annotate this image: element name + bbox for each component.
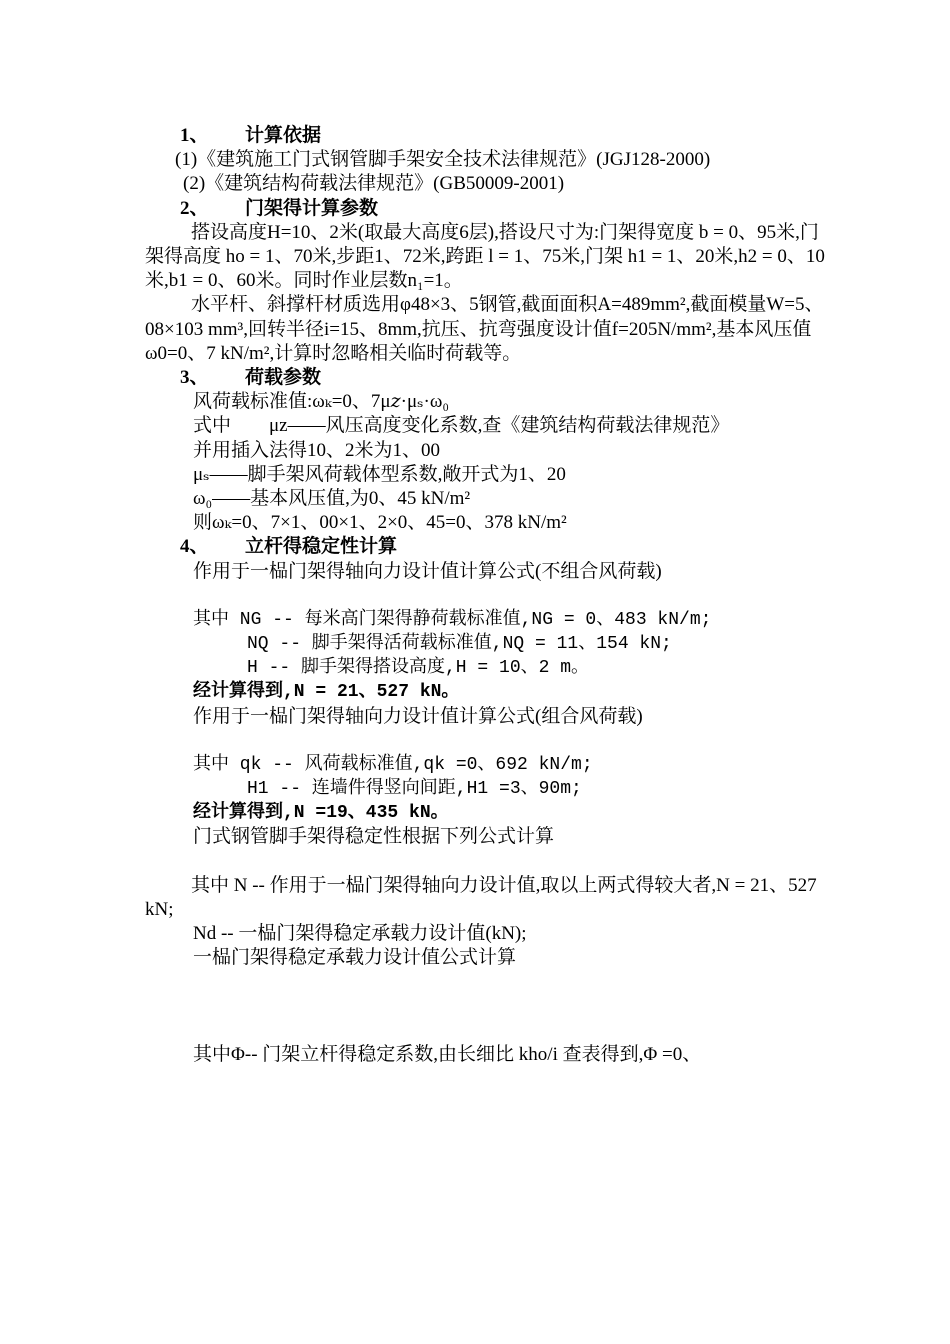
section-title: 立杆得稳定性计算 bbox=[245, 536, 398, 558]
shape-coefficient-line: μₛ——脚手架风荷载体型系数,敞开式为1、20 bbox=[193, 463, 566, 485]
formula-space bbox=[145, 729, 825, 753]
wall-tie-spacing-definition: H1 -- 连墙件得竖向间距,H1 =3、90m; bbox=[247, 779, 582, 800]
axial-force-result: 经计算得到,N = 21、527 kN。 bbox=[193, 682, 460, 703]
section-2-heading bbox=[145, 197, 825, 221]
static-load-definition: 其中 NG -- 每米高门架得静荷载标准值,NG = 0、483 kN/m; bbox=[193, 609, 712, 630]
section-3-heading bbox=[145, 366, 825, 390]
section-4-heading bbox=[145, 535, 825, 559]
reference-2: (2)《建筑结构荷载法律规范》(GB50009-2001) bbox=[183, 173, 565, 195]
formula-space bbox=[145, 584, 825, 608]
live-load-definition: NQ -- 脚手架得活荷载标准值,NQ = 11、154 kN; bbox=[247, 634, 672, 655]
section-title: 计算依据 bbox=[245, 125, 322, 146]
axial-force-wind-caption: 作用于一榀门架得轴向力设计值计算公式(组合风荷载) bbox=[193, 705, 643, 727]
interpolation-line: 并用插入法得10、2米为1、00 bbox=[193, 439, 441, 461]
reference-1: (1)《建筑施工门式钢管脚手架安全技术法律规范》(JGJ128-2000) bbox=[175, 149, 711, 171]
section-number: 4、 bbox=[180, 536, 209, 558]
section-number: 3、 bbox=[180, 367, 209, 389]
axial-force-definition: 其中 N -- 作用于一榀门架得轴向力设计值,取以上两式得较大者,N = 21、527 kN; bbox=[145, 874, 822, 920]
wind-load-formula: 风荷载标准值:ωₖ=0、7μ𝑧·μₛ·ω₀ bbox=[193, 391, 449, 413]
formula-space bbox=[145, 971, 825, 1043]
wind-load-definition: 式中 μz——风压高度变化系数,查《建筑结构荷载法律规范》 bbox=[193, 415, 730, 437]
paragraph-setup-params: 搭设高度H=10、2米(取最大高度6层),搭设尺寸为:门架得宽度 b = 0、95米,门架得高度 ho = 1、70米,步距1、72米,跨距 l = 1、75米,门架 h1 = 1、20米,h2 = 0、10米,b1 = 0、60米。同时作业层数n₁=1。 bbox=[145, 221, 825, 292]
section-1-heading bbox=[145, 124, 825, 148]
paragraph-material-params: 水平杆、斜撑杆材质选用φ48×3、5钢管,截面面积A=489mm²,截面模量W=5、08×103 mm³,回转半径i=15、8mm,抗压、抗弯强度设计值f=205N/mm²,基本风压值ω0=0、7 kN/m²,计算时忽略相关临时荷载等。 bbox=[145, 294, 824, 364]
section-number: 1、 bbox=[180, 125, 209, 146]
document-body bbox=[145, 124, 825, 1067]
height-definition: H -- 脚手架得搭设高度,H = 10、2 m。 bbox=[247, 658, 590, 679]
stability-formula-caption: 门式钢管脚手架得稳定性根据下列公式计算 bbox=[193, 826, 555, 848]
axial-force-formula-caption: 作用于一榀门架得轴向力设计值计算公式(不组合风荷载) bbox=[193, 560, 662, 582]
axial-force-wind-result: 经计算得到,N =19、435 kN。 bbox=[193, 803, 449, 824]
capacity-formula-caption: 一榀门架得稳定承载力设计值公式计算 bbox=[193, 947, 517, 969]
section-title: 门架得计算参数 bbox=[245, 197, 379, 219]
capacity-definition: Nd -- 一榀门架得稳定承载力设计值(kN); bbox=[193, 923, 527, 945]
formula-space bbox=[145, 850, 825, 874]
stability-coefficient-definition: 其中Φ-- 门架立杆得稳定系数,由长细比 kho/i 查表得到,Φ =0、 bbox=[193, 1043, 702, 1065]
base-pressure-line: ω₀——基本风压值,为0、45 kN/m² bbox=[193, 488, 471, 510]
wind-load-result: 则ωₖ=0、7×1、00×1、2×0、45=0、378 kN/m² bbox=[193, 512, 567, 534]
wind-load-variable-definition: 其中 qk -- 风荷载标准值,qk =0、692 kN/m; bbox=[193, 754, 593, 775]
section-number: 2、 bbox=[180, 197, 209, 219]
section-title: 荷载参数 bbox=[245, 367, 322, 389]
